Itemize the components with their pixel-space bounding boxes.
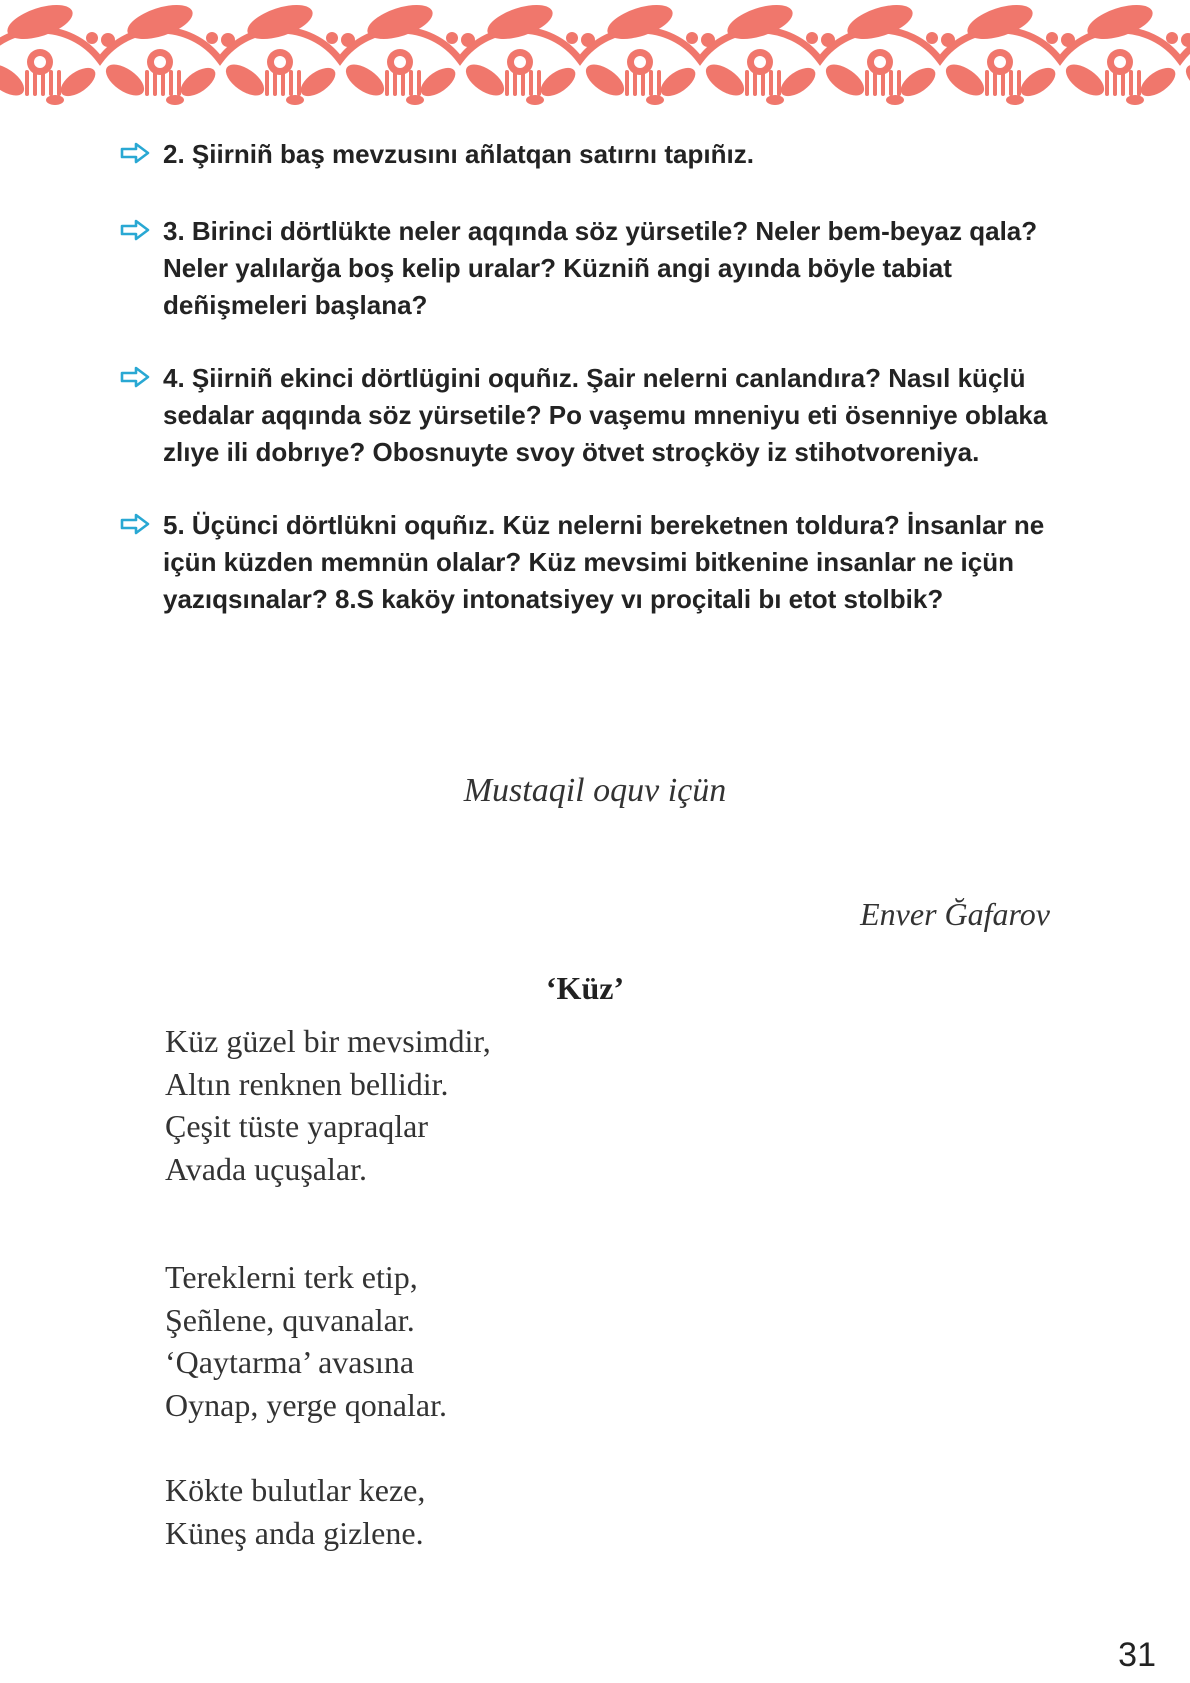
ornament-shape [177, 70, 181, 96]
ornament-shape [461, 58, 510, 101]
poem-line: Küneş anda gizlene. [165, 1514, 424, 1551]
ornament-shape [393, 70, 397, 96]
ornament-shape [701, 58, 750, 101]
poem-line: Altın renknen bellidir. [165, 1065, 449, 1102]
ornament-shape [273, 70, 277, 96]
ornament-shape [1181, 58, 1190, 101]
ornament-shape [289, 70, 293, 96]
ornament-shape [406, 95, 424, 105]
ornament-shape [1121, 70, 1125, 96]
poem-stanza [165, 1469, 425, 1554]
ornament-shape [363, 0, 436, 46]
question-text: 4. Şiirniñ ekinci dörtlügini oquñız. Şair nelerni canlandıra? Nasıl küçlü sedalar aqqında söz yürsetile? Po vaşemu mneniyu eti ösenniye oblaka zlıye ili dobrıye? Obosnuyte svoy ötvet stroçköy iz stihotvoreniya. [163, 363, 1048, 467]
ornament-shape [896, 62, 940, 101]
ornament-shape [1114, 56, 1126, 68]
ornament-shape [886, 95, 904, 105]
ornament-shape [0, 30, 1190, 60]
ornament-shape [641, 70, 645, 96]
ornament-shape [281, 70, 285, 96]
ornament-shape [1181, 33, 1190, 47]
ornament-shape [34, 56, 46, 68]
question-text: 3. Birinci dörtlükte neler aqqında söz yürsetile? Neler bem-beyaz qala? Neler yalılarğa boş kelip uralar? Küzniñ angi ayında böyle tabiat deñişmeleri başlana? [163, 216, 1038, 320]
ornament-shape [326, 32, 338, 44]
ornament-shape [521, 70, 525, 96]
ornament-shape [161, 70, 165, 96]
question-item [120, 136, 1060, 173]
ornament-shape [409, 70, 413, 96]
ornament-shape [101, 33, 115, 47]
ornament-shape [446, 32, 458, 44]
ornament-shape [33, 70, 37, 96]
poem-line: Oynap, yerge qonalar. [165, 1386, 447, 1423]
ornament-shape [41, 70, 45, 96]
ornament-shape [513, 70, 517, 96]
ornament-shape [461, 33, 475, 47]
ornament-shape [296, 62, 340, 101]
ornament-shape [57, 70, 61, 96]
ornament-shape [206, 32, 218, 44]
ornament-shape [843, 0, 916, 46]
ornament-shape [603, 0, 676, 46]
ornament-shape [581, 58, 630, 101]
poem-line: Avada uçuşalar. [165, 1150, 367, 1187]
ornament-shape [1046, 32, 1058, 44]
ornament-shape [3, 0, 76, 46]
ornament-shape [25, 70, 29, 96]
ornament-shape [701, 33, 715, 47]
ornament-shape [297, 70, 301, 96]
ornament-shape [873, 70, 877, 96]
ornament-shape [221, 33, 235, 47]
ornament-shape [101, 58, 150, 101]
ornament-shape [1137, 70, 1141, 96]
ornament-shape [941, 33, 955, 47]
ornament-shape [537, 70, 541, 96]
ornament-shape [536, 62, 580, 101]
poem-line: ‘Qaytarma’ avasına [165, 1344, 415, 1380]
ornament-shape [821, 33, 835, 47]
ornament-shape [745, 70, 749, 96]
ornament-shape [176, 62, 220, 101]
ornament-shape [881, 70, 885, 96]
ornament-shape [1136, 62, 1180, 101]
ornament-shape [394, 56, 406, 68]
ornament-shape [341, 58, 390, 101]
ornament-shape [723, 0, 796, 46]
ornament-shape [416, 62, 460, 101]
ornament-shape [46, 95, 64, 105]
ornament-shape [1166, 32, 1178, 44]
ornament-shape [1061, 33, 1075, 47]
ornament-shape [49, 70, 53, 96]
ornament-shape [529, 70, 533, 96]
ornament-shape [145, 70, 149, 96]
ornament-shape [56, 62, 100, 101]
ornament-shape [123, 0, 196, 46]
ornament-shape [505, 70, 509, 96]
ornament-shape [777, 70, 781, 96]
poem-line: Çeşit tüste yapraqlar [165, 1108, 429, 1144]
ornament-shape [166, 95, 184, 105]
ornament-shape [1061, 58, 1110, 101]
question-item [120, 213, 1060, 324]
poem-line: Kökte bulutlar keze, [165, 1472, 426, 1508]
ornament-shape [243, 0, 316, 46]
ornament-shape [274, 56, 286, 68]
question-text: 2. Şiirniñ baş mevzusını añlatqan satırnı tapıñız. [163, 139, 754, 169]
ornament-shape [649, 70, 653, 96]
ornament-shape [806, 32, 818, 44]
ornament-shape [1113, 70, 1117, 96]
poem-line: Tereklerni terk etip, [165, 1259, 418, 1295]
ornament-shape [874, 56, 886, 68]
ornament-shape [776, 62, 820, 101]
ornament-shape [401, 70, 405, 96]
ornament-shape [86, 32, 98, 44]
ornament-shape [526, 95, 544, 105]
ornament-shape [1016, 62, 1060, 101]
ornament-shape [1017, 70, 1021, 96]
ornament-shape [154, 56, 166, 68]
ornament-shape [1006, 95, 1024, 105]
floral-border-ornament [0, 0, 1190, 112]
arrow-right-icon [120, 142, 150, 164]
poem-author: Enver Ğafarov [860, 896, 1050, 932]
questions-list [120, 136, 1060, 654]
ornament-shape [646, 95, 664, 105]
ornament-shape [865, 70, 869, 96]
ornament-shape [656, 62, 700, 101]
ornament-shape [221, 58, 270, 101]
ornament-shape [821, 58, 870, 101]
arrow-right-icon [120, 366, 150, 388]
poem-stanza [165, 1020, 491, 1190]
arrow-right-icon [120, 513, 150, 535]
ornament-shape [889, 70, 893, 96]
ornament-shape [994, 56, 1006, 68]
poem-stanza [165, 1256, 447, 1426]
ornament-shape [1129, 70, 1133, 96]
poem-line: Küz güzel bir mevsimdir, [165, 1023, 491, 1059]
ornament-shape [769, 70, 773, 96]
ornament-shape [1009, 70, 1013, 96]
ornament-shape [634, 56, 646, 68]
ornament-shape [766, 95, 784, 105]
ornament-shape [985, 70, 989, 96]
question-text: 5. Üçünci dörtlükni oquñız. Küz nelerni bereketnen toldura? İnsanlar ne içün küzden memnün olalar? Küz mevsimi bitkenine insanlar ne içün yazıqsınalar? 8.S kaköy intonatsiyey vı proçitali bı etot stolbik? [163, 510, 1045, 614]
ornament-shape [514, 56, 526, 68]
ornament-shape [417, 70, 421, 96]
ornament-shape [941, 58, 990, 101]
ornament-shape [963, 0, 1036, 46]
ornament-shape [286, 95, 304, 105]
ornament-shape [1126, 95, 1144, 105]
ornament-shape [169, 70, 173, 96]
ornament-shape [483, 0, 556, 46]
ornament-shape [754, 56, 766, 68]
ornament-shape [153, 70, 157, 96]
ornament-shape [993, 70, 997, 96]
ornament-shape [341, 33, 355, 47]
ornament-shape [1083, 0, 1156, 46]
ornament-shape [897, 70, 901, 96]
ornament-shape [753, 70, 757, 96]
ornament-shape [566, 32, 578, 44]
section-heading: Mustaqil oquv içün [463, 772, 727, 809]
question-item [120, 360, 1060, 471]
ornament-shape [686, 32, 698, 44]
ornament-shape [633, 70, 637, 96]
ornament-shape [1001, 70, 1005, 96]
ornament-shape [0, 58, 29, 101]
ornament-shape [761, 70, 765, 96]
ornament-shape [657, 70, 661, 96]
poem-title: ‘Küz’ [545, 970, 625, 1006]
ornament-shape [581, 33, 595, 47]
poem-line: Şeñlene, quvanalar. [165, 1301, 415, 1338]
ornament-shape [625, 70, 629, 96]
question-item [120, 507, 1060, 618]
ornament-shape [926, 32, 938, 44]
ornament-shape [265, 70, 269, 96]
ornament-shape [1105, 70, 1109, 96]
arrow-right-icon [120, 219, 150, 241]
ornament-shape [385, 70, 389, 96]
page-number: 31 [1118, 1636, 1156, 1674]
